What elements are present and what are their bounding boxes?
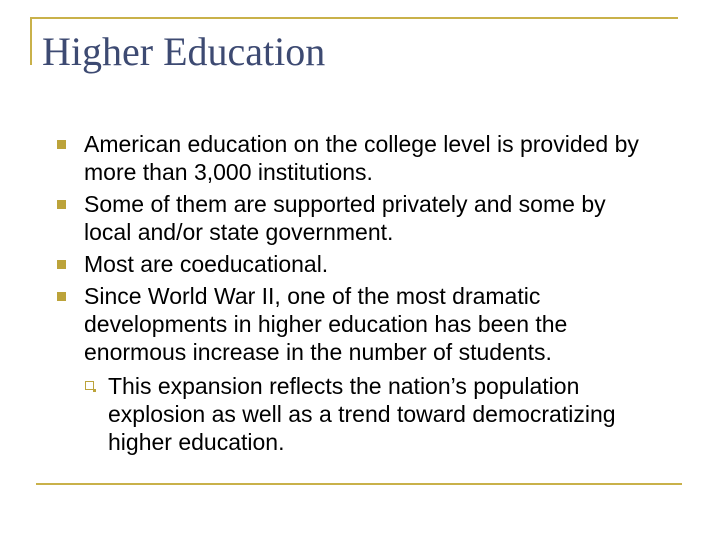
sub-bullet-text: This expansion reflects the nation’s population explosion as well as a trend toward democratizing higher education. xyxy=(108,373,616,455)
bullet-item xyxy=(0,282,644,456)
bottom-decorative-rule xyxy=(36,483,682,485)
square-bullet-icon xyxy=(57,260,66,269)
bullet-item xyxy=(0,250,644,278)
bullet-text: Since World War II, one of the most dramatic developments in higher education has been the enormous increase in the number of students. xyxy=(84,283,568,365)
square-bullet-icon xyxy=(57,140,66,149)
top-decorative-rule xyxy=(30,17,678,19)
bullet-text: Some of them are supported privately and some by local and/or state government. xyxy=(84,191,606,245)
bullet-text: American education on the college level is provided by more than 3,000 institutions. xyxy=(84,131,639,185)
square-bullet-icon xyxy=(57,200,66,209)
square-bullet-icon xyxy=(57,292,66,301)
sub-bullet-list xyxy=(84,372,644,456)
slide-title: Higher Education xyxy=(42,29,326,74)
bullet-list xyxy=(0,130,720,460)
sub-bullet-item xyxy=(84,372,653,456)
bullet-item xyxy=(0,190,644,246)
bullet-text: Most are coeducational. xyxy=(84,251,329,277)
hollow-square-bullet-icon xyxy=(85,381,94,390)
bullet-item xyxy=(0,130,644,186)
left-decorative-rule xyxy=(30,17,32,65)
